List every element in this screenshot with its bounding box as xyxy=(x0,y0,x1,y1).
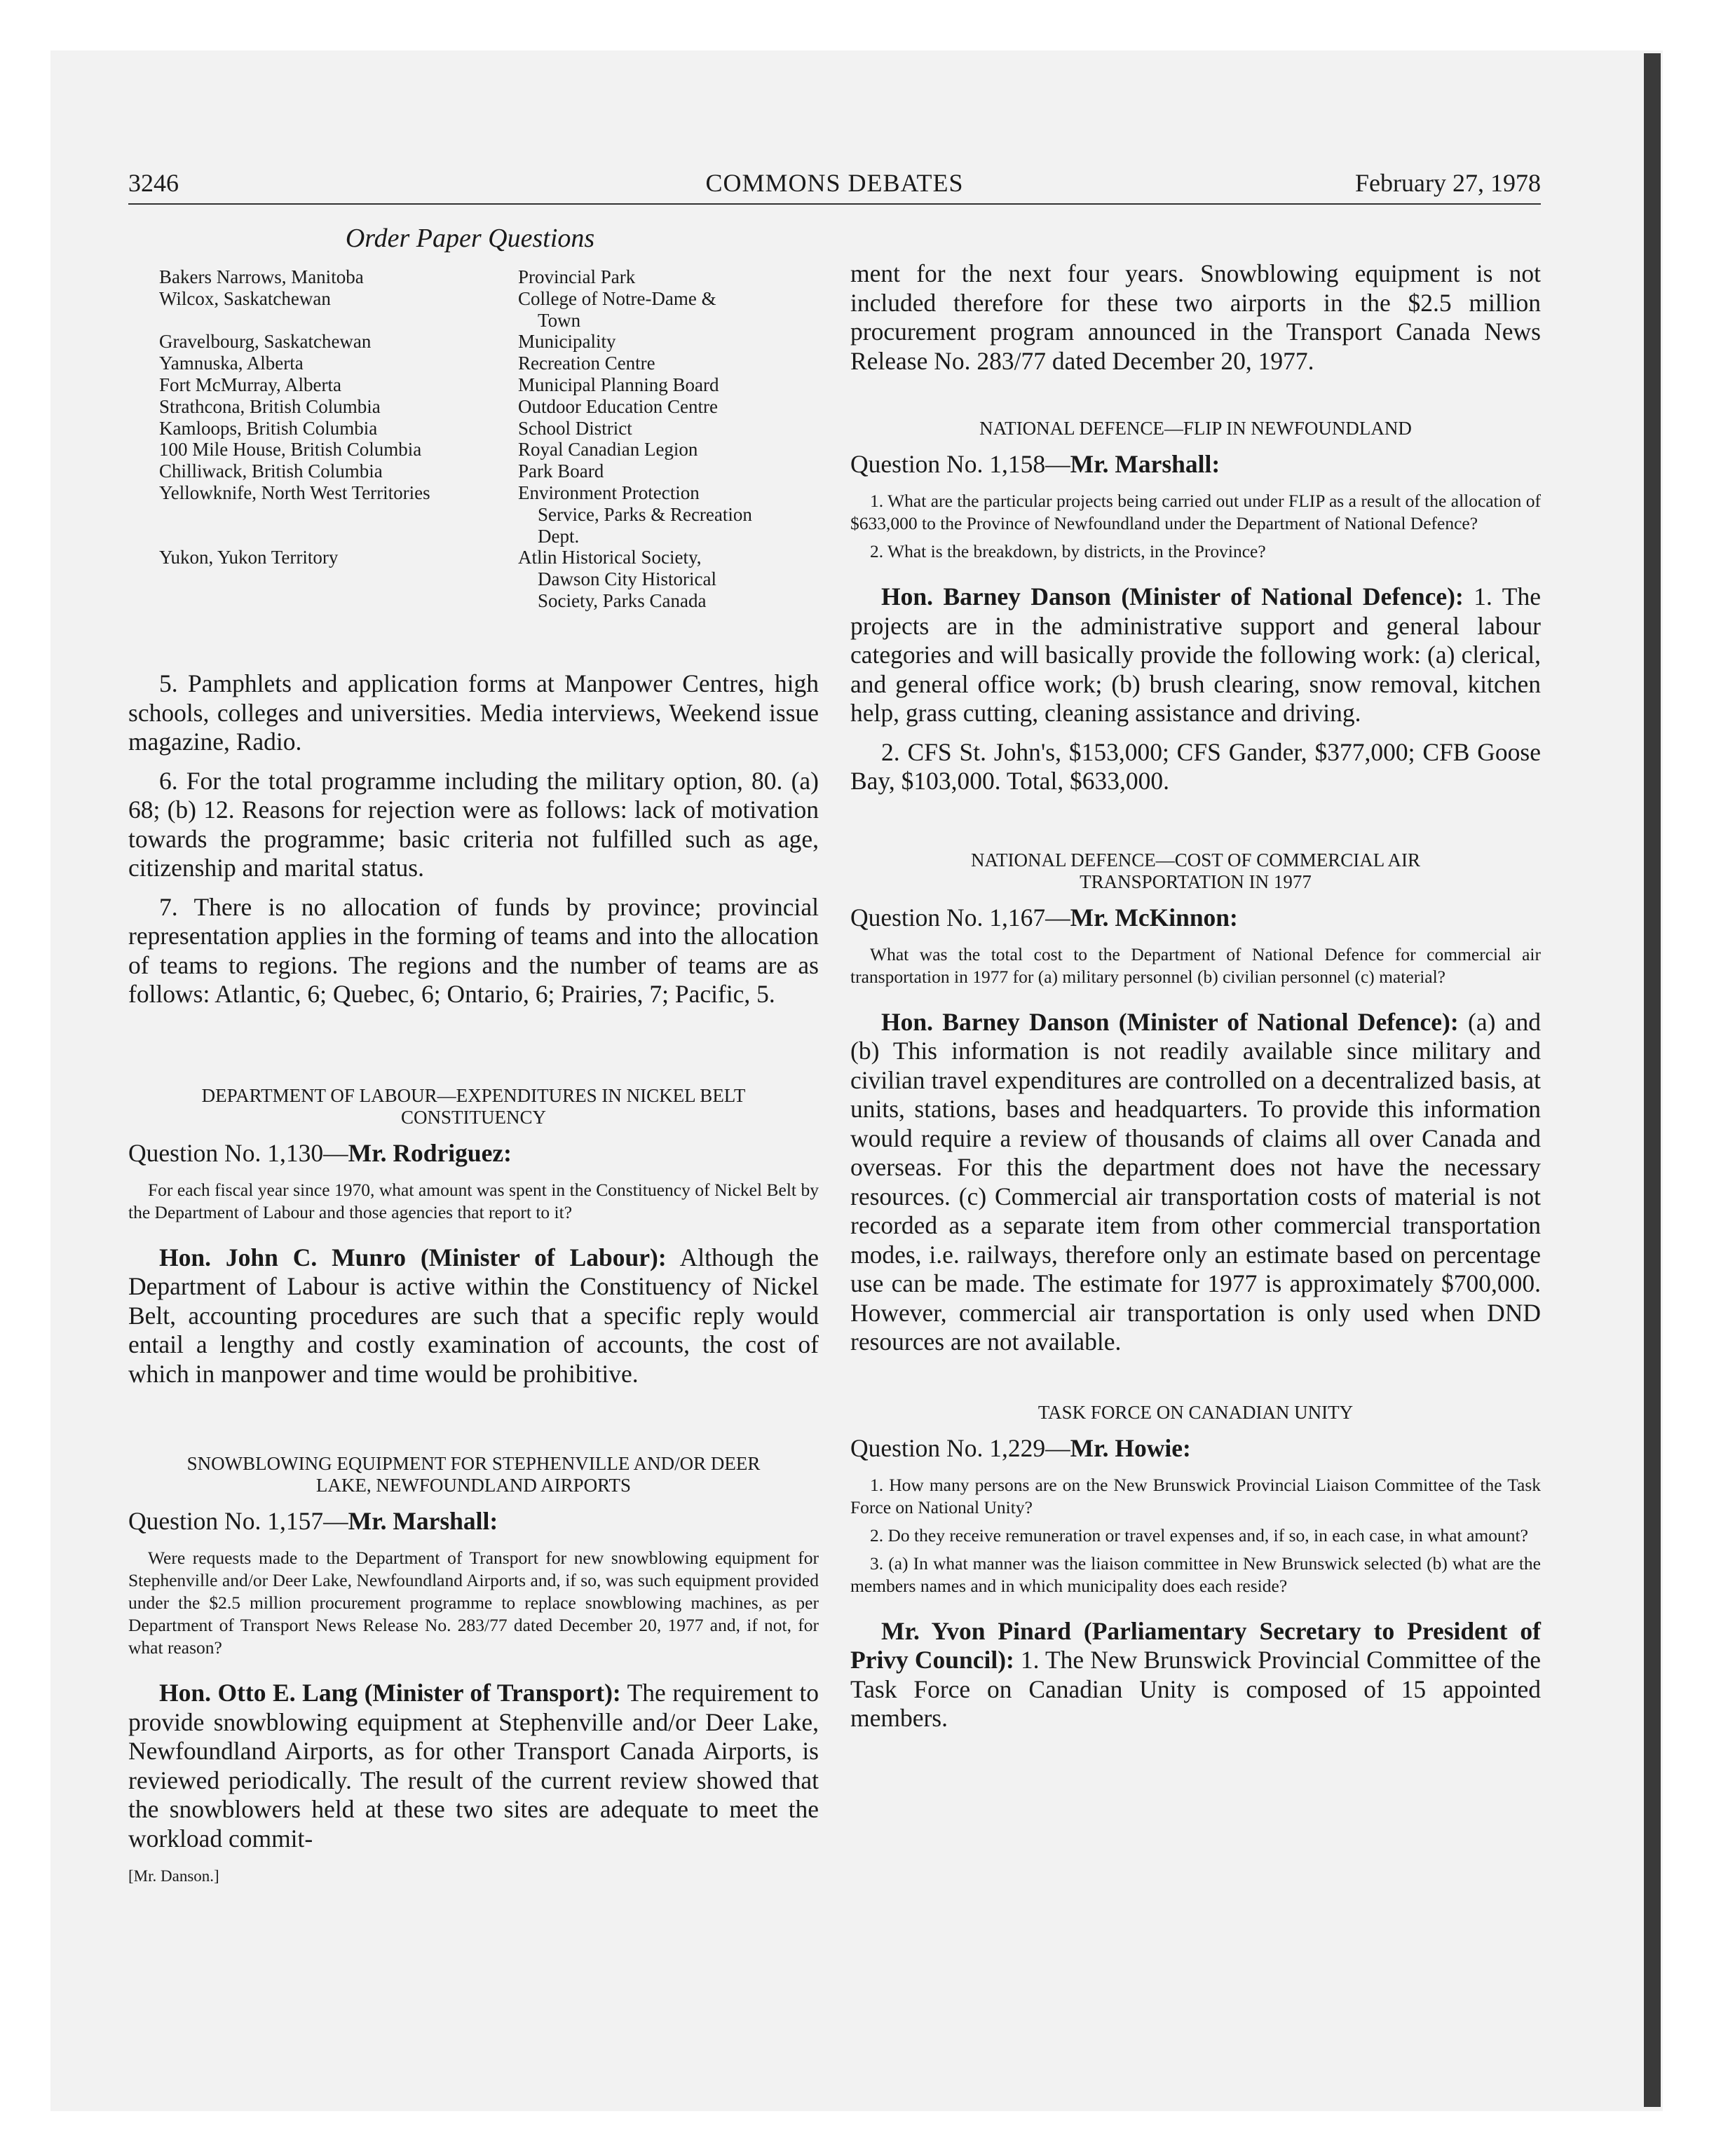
organization-name: Atlin Historical Society, xyxy=(518,547,702,568)
place-name: Wilcox, Saskatchewan xyxy=(159,287,331,309)
place-name: Yukon, Yukon Territory xyxy=(159,547,339,568)
answer-6: 6. For the total programme including the military option, 80. (a) 68; (b) 12. Reasons for rejection were as follows: lack of motivation towards the programme; basic criteria not fulfilled such as age, citizenship and marital status. xyxy=(128,766,819,882)
place-name: Bakers Narrows, Manitoba xyxy=(159,266,364,287)
section-heading: NATIONAL DEFENCE—FLIP IN NEWFOUNDLAND xyxy=(979,418,1412,439)
organization-name: Municipality xyxy=(518,331,616,353)
running-title: COMMONS DEBATES xyxy=(705,169,964,197)
place-name: Fort McMurray, Alberta xyxy=(159,374,341,395)
organization-name: Dawson City Historical xyxy=(538,568,716,590)
place-name: Gravelbourg, Saskatchewan xyxy=(159,331,372,353)
answer-paragraph: Hon. Barney Danson (Minister of National Defence): 1. The projects are in the administrative support and general labour categories and will basically provide the following work: (a) clerical, and general office work; (b) brush clearing, snow removal, kitchen help, grass cutting, cleaning assistance and driving. xyxy=(850,582,1541,727)
scan-edge xyxy=(1644,53,1661,2107)
footer-note: [Mr. Danson.] xyxy=(128,1867,219,1885)
answer-7: 7. There is no allocation of funds by province; provincial representation applies in the forming of teams and into the allocation of teams to regions. The regions and the number of teams are as follows: Atlantic, 6; Quebec, 6; Ontario, 6; Prairies, 7; Pacific, 5. xyxy=(128,892,819,1008)
question-text: 2. Do they receive remuneration or travel expenses and, if so, in each case, in what amount? xyxy=(870,1524,1528,1546)
organization-name: Provincial Park xyxy=(518,266,636,287)
organization-name: Royal Canadian Legion xyxy=(518,439,698,460)
section-heading: DEPARTMENT OF LABOUR—EXPENDITURES IN NICKEL BELT CONSTITUENCY xyxy=(201,1084,746,1128)
answer-paragraph: Hon. Barney Danson (Minister of National Defence): (a) and (b) This information is not readily available since military and civilian travel expenditures are controlled on a decentralized basis, at units, stations, bases and headquarters. To provide this information would require a review of thousands of claims all over Canada and overseas. For this the department does not have the necessary resources. (c) Commercial air transportation costs of material is not recorded as a separate item from other commercial transportation modes, i.e. railways, therefore only an estimate based on percentage use can be made. The estimate for 1977 is approximately $700,000. However, commercial air transportation is only used when DND resources are not available. xyxy=(850,1007,1541,1356)
question-line: Question No. 1,167—Mr. McKinnon: xyxy=(850,903,1238,932)
question-text: 3. (a) In what manner was the liaison committee in New Brunswick selected (b) what are the members names and in which municipality does each reside? xyxy=(850,1553,1541,1596)
section-heading: TASK FORCE ON CANADIAN UNITY xyxy=(1037,1401,1354,1423)
page-date: February 27, 1978 xyxy=(1355,169,1541,197)
answer-paragraph: 2. CFS St. John's, $153,000; CFS Gander, $377,000; CFB Goose Bay, $103,000. Total, $633,000. xyxy=(850,737,1541,795)
place-name: Yamnuska, Alberta xyxy=(159,353,304,374)
organization-name: Dept. xyxy=(538,525,580,547)
place-name: Kamloops, British Columbia xyxy=(159,417,378,439)
question-text: What was the total cost to the Department of National Defence for commercial air transportation in 1977 for (a) military personnel (b) civilian personnel (c) material? xyxy=(850,943,1541,987)
question-line: Question No. 1,130—Mr. Rodriguez: xyxy=(128,1138,512,1167)
left-column xyxy=(128,669,819,1885)
section-heading: NATIONAL DEFENCE—COST OF COMMERCIAL AIR TRANSPORTATION IN 1977 xyxy=(970,849,1421,892)
organization-name: Environment Protection xyxy=(518,482,700,503)
question-line: Question No. 1,157—Mr. Marshall: xyxy=(128,1507,498,1535)
page-number: 3246 xyxy=(128,169,179,197)
answer-5: 5. Pamphlets and application forms at Manpower Centres, high schools, colleges and universities. Media interviews, Weekend issue magazine, Radio. xyxy=(128,669,819,756)
place-name: Yellowknife, North West Territories xyxy=(159,482,430,503)
question-text: 1. What are the particular projects being carried out under FLIP as a result of the allocation of $633,000 to the Province of Newfoundland under the Department of National Defence? xyxy=(850,491,1541,533)
organization-name: Municipal Planning Board xyxy=(518,374,719,395)
organization-name: Service, Parks & Recreation xyxy=(538,503,752,525)
right-column xyxy=(850,259,1541,1743)
question-line: Question No. 1,229—Mr. Howie: xyxy=(850,1433,1191,1462)
places-table xyxy=(159,266,811,631)
organization-name: School District xyxy=(518,417,632,439)
question-text: For each fiscal year since 1970, what amount was spent in the Constituency of Nickel Belt by the Department of Labour and those agencies that report to it? xyxy=(128,1179,819,1222)
question-text: 1. How many persons are on the New Brunswick Provincial Liaison Committee of the Task Force on National Unity? xyxy=(850,1474,1541,1517)
question-line: Question No. 1,158—Mr. Marshall: xyxy=(850,450,1220,478)
organization-name: Society, Parks Canada xyxy=(538,590,707,611)
answer-paragraph: Hon. Otto E. Lang (Minister of Transport): The requirement to provide snowblowing equipment at Stephenville and/or Deer Lake, Newfoundland Airports, as for other Transport Canada Airports, is reviewed periodically. The result of the current review showed that the snowblowers held at these two sites are adequate to meet the workload commit- xyxy=(128,1679,819,1853)
question-text: Were requests made to the Department of Transport for new snowblowing equipment for Stephenville and/or Deer Lake, Newfoundland Airports and, if so, was such equipment provided under the $2.5 million procurement programme to replace snowblowing machines, as per Department of Transport News Release No. 283/77 dated December 20, 1977 and, if not, for what reason? xyxy=(128,1548,819,1658)
organization-name: College of Notre-Dame & xyxy=(518,287,716,309)
place-name: 100 Mile House, British Columbia xyxy=(159,439,422,460)
answer-paragraph: Hon. John C. Munro (Minister of Labour): Although the Department of Labour is active within the Constituency of Nickel Belt, accounting procedures are such that a specific reply would entail a lengthy and costly examination of accounts, the cost of which in manpower and time would be prohibitive. xyxy=(128,1243,819,1388)
header-rule xyxy=(128,203,1541,205)
place-name: Chilliwack, British Columbia xyxy=(159,460,383,482)
organization-name: Town xyxy=(538,309,581,331)
section-title: Order Paper Questions xyxy=(345,224,595,253)
answer-paragraph: Mr. Yvon Pinard (Parliamentary Secretary to President of Privy Council): 1. The New Brunswick Provincial Committee of the Task Force on Canadian Unity is composed of 15 appointed members. xyxy=(850,1616,1541,1732)
organization-name: Recreation Centre xyxy=(518,353,655,374)
organization-name: Outdoor Education Centre xyxy=(518,395,718,417)
section-heading: SNOWBLOWING EQUIPMENT FOR STEPHENVILLE AND/OR DEER LAKE, NEWFOUNDLAND AIRPORTS xyxy=(186,1453,761,1496)
question-text: 2. What is the breakdown, by districts, in the Province? xyxy=(870,541,1266,561)
organization-name: Park Board xyxy=(518,460,604,482)
place-name: Strathcona, British Columbia xyxy=(159,395,381,417)
continued-paragraph: ment for the next four years. Snowblowing equipment is not included therefore for these two airports in the $2.5 million procurement program announced in the Transport Canada News Release No. 283/77 dated December 20, 1977. xyxy=(850,259,1541,375)
